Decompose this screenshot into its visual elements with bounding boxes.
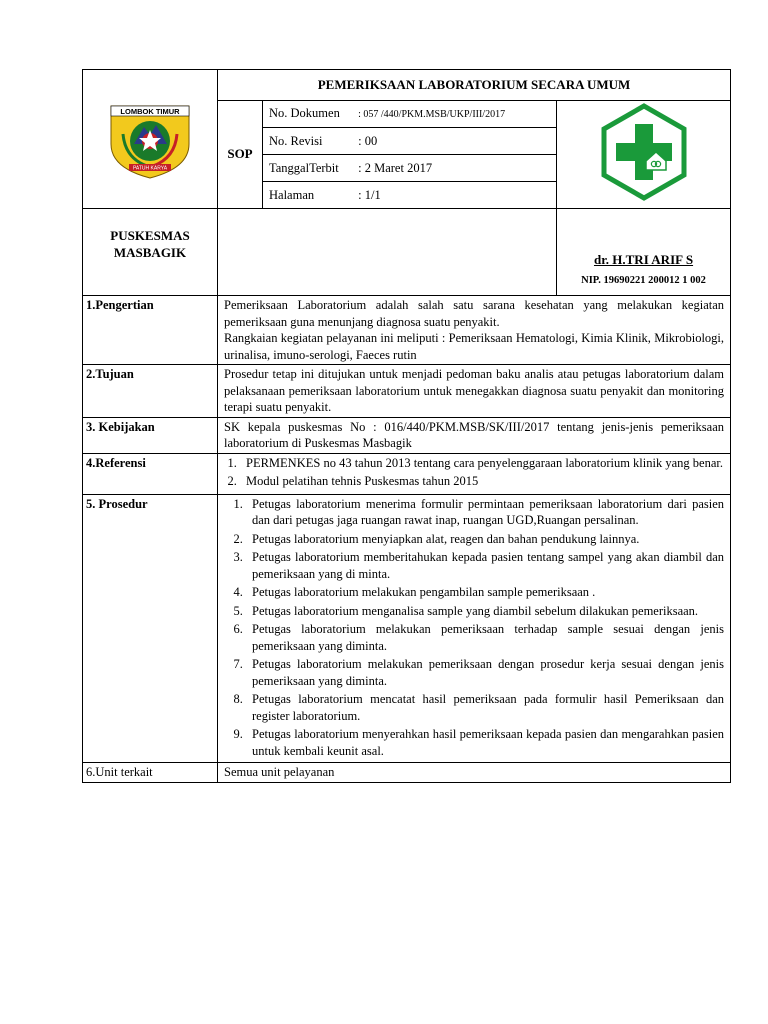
row-tujuan — [83, 365, 731, 418]
row-pengertian — [83, 296, 731, 365]
content-tujuan: Prosedur tetap ini ditujukan untuk menjadi pedoman baku analis atau petugas laboratorium dalam pelaksanaan pemeriksaan laboratorium untuk menegakkan diagnosa suatu penyakit dan monitoring terapi suatu penyakit. — [218, 365, 731, 418]
blank-cell — [218, 209, 557, 296]
row-prosedur — [83, 494, 731, 763]
label-kebijakan: 3. Kebijakan — [83, 417, 218, 453]
list-item: 8. Petugas laboratorium mencatat hasil pemeriksaan pada formulir hasil Pemeriksaan dan register laboratorium. — [246, 691, 724, 726]
sop-document — [82, 69, 730, 783]
doc-row-halaman: Halaman : 1/1 — [263, 182, 556, 209]
list-item: 2. Petugas laboratorium menyiapkan alat, reagen dan bahan pendukung lainnya. — [246, 531, 724, 550]
label-referensi: 4.Referensi — [83, 453, 218, 494]
lombok-timur-emblem-icon — [107, 94, 193, 180]
doc-info-cell — [263, 101, 557, 209]
doc-row-revisi: No. Revisi : 00 — [263, 128, 556, 155]
list-item: 3. Petugas laboratorium memberitahukan kepada pasien tentang sampel yang akan diambil dan pemeriksaan yang di minta. — [246, 549, 724, 584]
label-tujuan: 2.Tujuan — [83, 365, 218, 418]
content-pengertian: Pemeriksaan Laboratorium adalah salah satu sarana kesehatan yang melakukan kegiatan pemeriksaan guna menunjang diagnosa suatu penyakit. Rangkaian kegiatan pelayanan ini meliputi : Pemeriksaan Hematologi, Kimia Klinik, Mikrobiologi, urinalisa, imuno-serologi, Faeces rutin — [218, 296, 731, 365]
content-kebijakan: SK kepala puskesmas No : 016/440/PKM.MSB/SK/III/2017 tentang jenis-jenis pemeriksaan laboratorium di Puskesmas Masbagik — [218, 417, 731, 453]
signer-name: dr. H.TRI ARIF S — [593, 252, 694, 267]
row-unit-terkait — [83, 763, 731, 783]
label-prosedur: 5. Prosedur — [83, 494, 218, 763]
list-item: 7. Petugas laboratorium melakukan pemeriksaan dengan prosedur kerja sesuai dengan jenis pemeriksaan yang diminta. — [246, 656, 724, 691]
puskesmas-logo-cell — [557, 101, 731, 209]
puskesmas-logo-icon — [598, 102, 690, 202]
lombok-timur-logo-cell — [83, 70, 218, 209]
label-pengertian: 1.Pengertian — [83, 296, 218, 365]
content-referensi — [218, 453, 731, 494]
list-item: 5. Petugas laboratorium menganalisa sample yang diambil sebelum dilakukan pemeriksaan. — [246, 603, 724, 622]
doc-info-table — [263, 101, 556, 208]
signature-block — [557, 209, 731, 296]
list-item: 1. Petugas laboratorium menerima formulir permintaan pemeriksaan laboratorium dari pasien dan dari petugas jaga ruangan rawat inap, ruangan UGD,Ruangan persalinan. — [246, 496, 724, 531]
row-kebijakan — [83, 417, 731, 453]
list-item: 9. Petugas laboratorium menyerahkan hasil pemeriksaan kepada pasien dan mengarahkan pasien untuk kembali keunit asal. — [246, 726, 724, 761]
label-unit-terkait: 6.Unit terkait — [83, 763, 218, 783]
list-item: 6. Petugas laboratorium melakukan pemeriksaan terhadap sample sesuai dengan jenis pemeriksaan yang diminta. — [246, 621, 724, 656]
list-item: 4. Petugas laboratorium melakukan pengambilan sample pemeriksaan . — [246, 584, 724, 603]
doc-row-tanggal: TanggalTerbit : 2 Maret 2017 — [263, 155, 556, 182]
list-item: 1. PERMENKES no 43 tahun 2013 tentang cara penyelenggaraan laboratorium klinik yang benar. — [240, 455, 724, 474]
svg-text:LOMBOK TIMUR: LOMBOK TIMUR — [120, 106, 180, 116]
svg-text:PATUH KARYA: PATUH KARYA — [132, 165, 168, 172]
sop-table — [82, 69, 731, 783]
content-unit-terkait: Semua unit pelayanan — [218, 763, 731, 783]
document-title: PEMERIKSAAN LABORATORIUM SECARA UMUM — [218, 70, 731, 101]
row-referensi — [83, 453, 731, 494]
content-prosedur — [218, 494, 731, 763]
doc-row-nomor: No. Dokumen : 057 /440/PKM.MSB/UKP/III/2017 — [263, 101, 556, 128]
signer-nip: NIP. 19690221 200012 1 002 — [581, 274, 706, 286]
sop-label: SOP — [218, 101, 263, 209]
list-item: 2. Modul pelatihan tehnis Puskesmas tahun 2015 — [240, 473, 724, 492]
puskesmas-name: PUSKESMAS MASBAGIK — [83, 209, 218, 296]
